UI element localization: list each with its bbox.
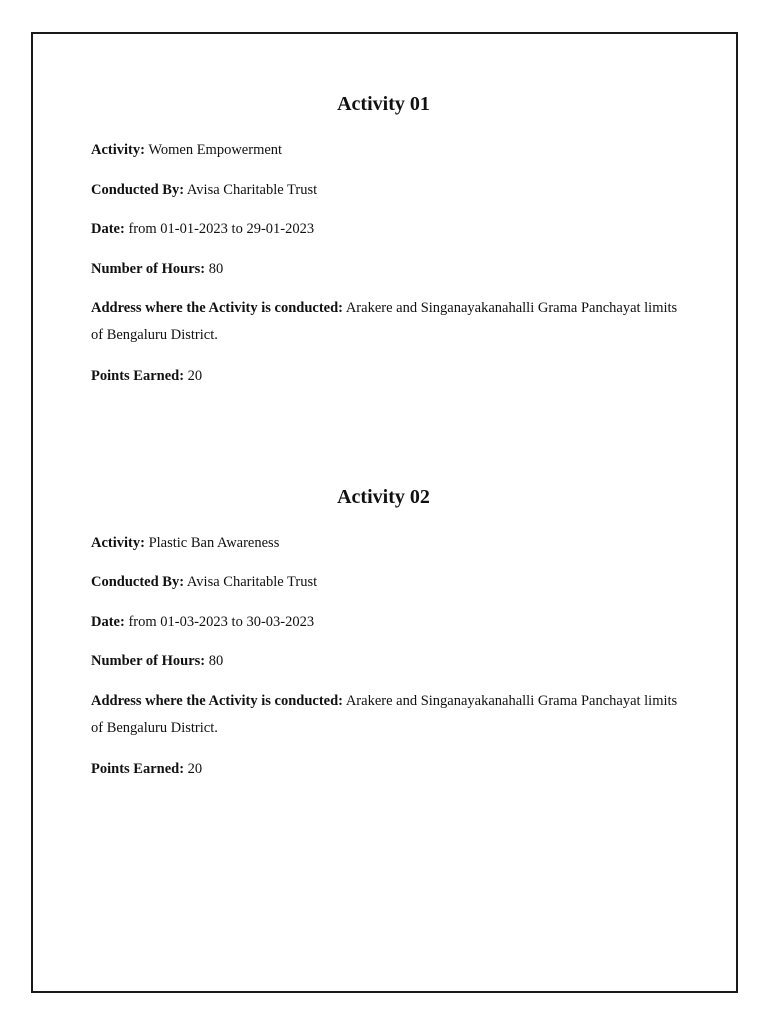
field-label: Points Earned: (91, 761, 185, 777)
field-label: Number of Hours: (91, 261, 206, 277)
activity-row (91, 530, 681, 557)
field-label: Number of Hours: (91, 653, 206, 669)
hours-row (91, 256, 681, 283)
points-row (91, 756, 681, 783)
field-label: Address where the Activity is conducted: (91, 300, 343, 316)
activity-title: Activity 02 (337, 486, 430, 508)
field-label: Activity: (91, 535, 145, 551)
conducted-by-row (91, 177, 681, 204)
field-value: 80 (208, 653, 224, 669)
activity-row (91, 137, 681, 164)
date-row (91, 609, 681, 636)
field-label: Conducted By: (91, 182, 185, 198)
hours-row (91, 648, 681, 675)
field-value: Plastic Ban Awareness (148, 535, 280, 551)
field-value: Arakere and Singanayakanahalli Grama Panchayat limits of Bengaluru District. (91, 300, 678, 343)
field-value: from 01-01-2023 to 29-01-2023 (128, 221, 315, 237)
field-value: from 01-03-2023 to 30-03-2023 (128, 614, 315, 630)
address-row (91, 688, 681, 742)
points-row (91, 363, 681, 390)
address-row (91, 295, 681, 349)
field-value: Avisa Charitable Trust (186, 182, 318, 198)
field-value: Arakere and Singanayakanahalli Grama Panchayat limits of Bengaluru District. (91, 693, 678, 736)
conducted-by-row (91, 569, 681, 596)
field-label: Date: (91, 614, 125, 630)
field-label: Address where the Activity is conducted: (91, 693, 343, 709)
field-value: 20 (187, 761, 203, 777)
field-label: Activity: (91, 142, 145, 158)
field-value: Avisa Charitable Trust (186, 574, 318, 590)
field-label: Conducted By: (91, 574, 185, 590)
field-label: Date: (91, 221, 125, 237)
field-value: 20 (187, 368, 203, 384)
date-row (91, 216, 681, 243)
field-value: 80 (208, 261, 224, 277)
field-label: Points Earned: (91, 368, 185, 384)
activity-title: Activity 01 (337, 93, 430, 115)
field-value: Women Empowerment (148, 142, 283, 158)
